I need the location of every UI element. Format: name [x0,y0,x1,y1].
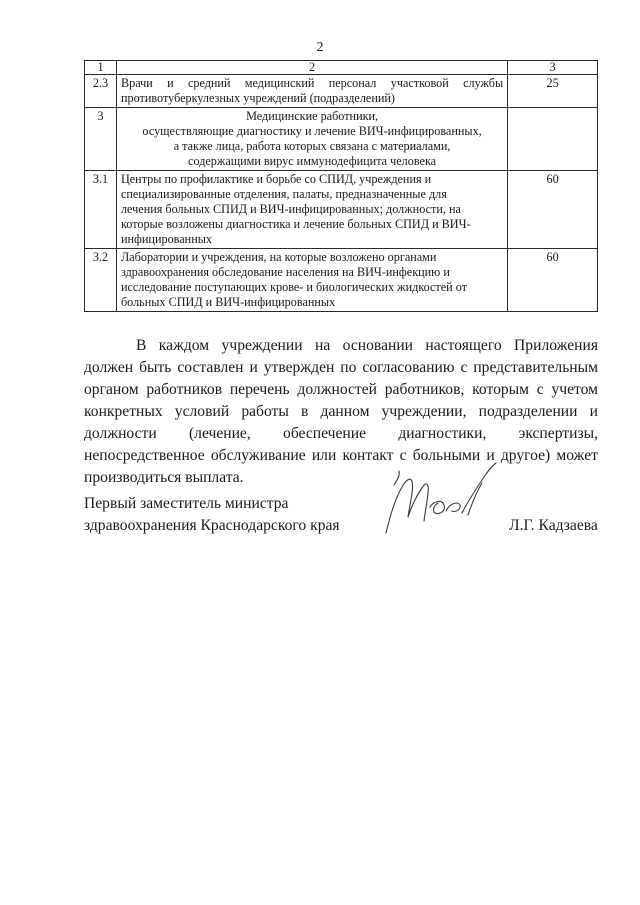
header-cell-3: 3 [508,61,598,75]
table-header-row [85,61,598,75]
section-title-line: осуществляющие диагностику и лечение ВИЧ-инфицированных, [142,124,482,138]
table-row [85,75,598,108]
row-value: 25 [508,75,598,108]
row-value-empty [508,108,598,171]
signer-title-line: Первый заместитель министра [84,495,289,512]
table-row [85,171,598,249]
row-number: 3.1 [85,171,117,249]
row-number: 2.3 [85,75,117,108]
signer-title [84,493,364,537]
section-title-line: а также лица, работа которых связана с материалами, [173,139,451,153]
row-description [116,249,507,312]
row-value: 60 [508,249,598,312]
table-row [85,249,598,312]
row-description-line: лечения больных СПИД и ВИЧ-инфицированных; должности, на [120,202,461,216]
appendix-table [84,60,598,312]
table-section-row [85,108,598,171]
row-number: 3 [85,108,117,171]
row-description-line: здравоохранения обследование населения на ВИЧ-инфекцию и [120,265,450,279]
body-paragraph: В каждом учреждении на основании настоящего Приложения должен быть составлен и утвержден по согласованию с представительным органом работников перечень должностей работников, которым с учетом конкретных условий работы в данном учреждении, подразделении и должности (лечение, обеспечение диагностики, экспертизы, непосредственное обслуживание или контакт с больными и другое) может производиться выплата. [84,337,598,486]
row-description-line: исследование поступающих крове- и биологических жидкостей от [120,280,467,294]
row-description-line: больных СПИД и ВИЧ-инфицированных [120,295,336,309]
row-description-line: Лаборатории и учреждения, на которые возложено органами [120,250,437,264]
signer-name: Л.Г. Кадзаева [509,517,598,534]
row-description-line: инфицированных [120,232,212,246]
header-cell-1: 1 [85,61,117,75]
row-description [116,171,507,249]
row-value: 60 [508,171,598,249]
row-description: Врачи и средний медицинский персонал участковой службы противотуберкулезных учреждений (подразделений) [116,75,507,108]
section-title [116,108,507,171]
row-description-line: Центры по профилактике и борьбе со СПИД, учреждения и [120,172,432,186]
row-description-line: специализированные отделения, палаты, предназначенные для [120,187,447,201]
page-number: 2 [316,40,324,55]
row-number: 3.2 [85,249,117,312]
section-title-line: Медицинские работники, [246,109,379,123]
row-description-line: которые возложены диагностика и лечение больных СПИД и ВИЧ- [120,217,471,231]
header-cell-2: 2 [116,61,507,75]
handwritten-signature [372,455,502,540]
section-title-line: содержащими вирус иммунодефицита человека [188,154,437,168]
signer-title-line: здравоохранения Краснодарского края [84,517,340,534]
